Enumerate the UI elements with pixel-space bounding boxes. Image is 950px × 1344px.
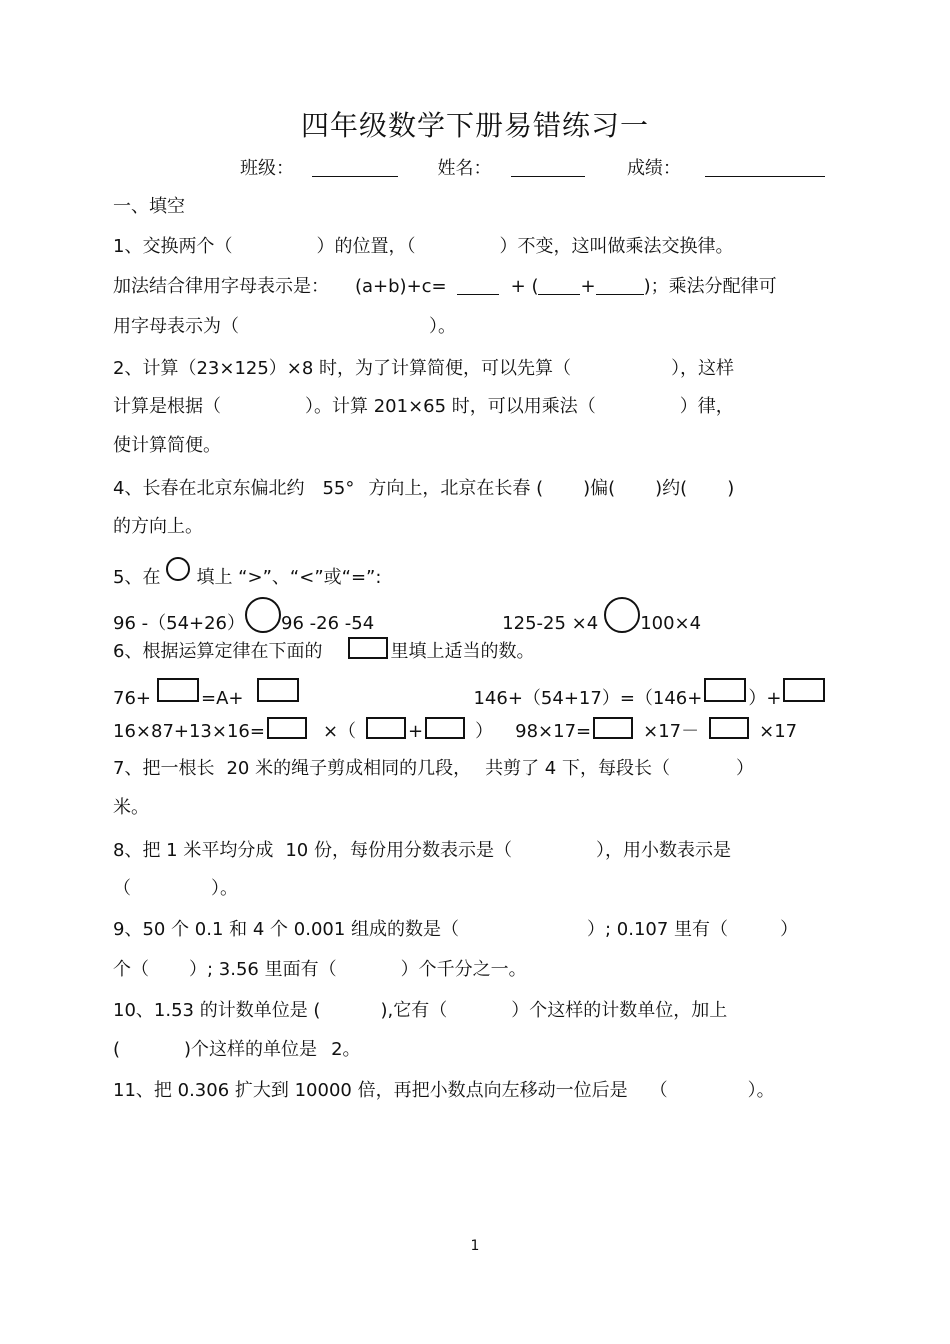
text: ）。 xyxy=(429,316,456,337)
question-4-line-2: 的方向上。 xyxy=(113,516,203,537)
question-7-line-2: 米。 xyxy=(113,797,149,818)
question-9-line-2 xyxy=(113,959,527,981)
name-blank[interactable] xyxy=(511,158,585,177)
answer-box[interactable] xyxy=(157,678,199,702)
expression: + xyxy=(408,721,424,742)
question-1-line-3 xyxy=(113,316,456,338)
score-label: 成绩： xyxy=(626,158,681,179)
student-info-line xyxy=(240,154,825,180)
section-heading: 一、填空 xyxy=(113,196,185,217)
question-2-line-2 xyxy=(113,396,734,418)
expression: 98×17= xyxy=(515,721,592,742)
question-6-line-3 xyxy=(113,717,797,743)
text: 7、把一根长 xyxy=(113,758,215,779)
text: ）。 xyxy=(211,878,238,899)
compare-circle[interactable] xyxy=(604,597,640,633)
text: ）。 xyxy=(747,1080,775,1101)
answer-blank[interactable] xyxy=(457,276,499,295)
expression: ×17 xyxy=(759,721,798,742)
question-6-line-2 xyxy=(113,678,827,710)
text: ），这样 xyxy=(671,358,735,379)
text: 4、长春在北京东偏北约 xyxy=(113,478,305,499)
question-6-line-1 xyxy=(113,637,534,663)
expression: 100×4 xyxy=(640,613,702,634)
text: + xyxy=(580,276,596,297)
text: 2、计算（23×125）×8 时，为了计算简便，可以先算（ xyxy=(113,358,572,379)
page-number: 1 xyxy=(470,1238,480,1254)
text: 11、把 0.306 扩大到 10000 倍，再把小数点向左移动一位后是 xyxy=(113,1080,628,1101)
compare-circle[interactable] xyxy=(245,597,281,633)
question-4-line-1 xyxy=(113,478,734,500)
expression: 16×87+13×16= xyxy=(113,721,265,742)
formula: (a+b)+c= xyxy=(355,276,447,297)
text: 里填上适当的数。 xyxy=(390,641,535,662)
question-1-line-2 xyxy=(113,276,777,298)
question-2-line-3: 使计算简便。 xyxy=(113,435,221,456)
question-8-line-1 xyxy=(113,840,731,862)
text: ) xyxy=(727,478,735,499)
answer-box[interactable] xyxy=(593,717,633,739)
question-10-line-1 xyxy=(113,1000,727,1022)
text: ),它有（ xyxy=(380,1000,448,1021)
question-1-line-1 xyxy=(113,236,733,258)
text: )个这样的单位是 xyxy=(184,1039,318,1060)
text: 方向上，北京在长春 ( xyxy=(368,478,544,499)
class-blank[interactable] xyxy=(312,158,398,177)
text: 9、50 个 0.1 和 4 个 0.001 组成的数是（ xyxy=(113,919,460,940)
box-icon xyxy=(348,637,388,659)
circle-icon xyxy=(166,557,190,581)
text: 10、1.53 的计数单位是 ( xyxy=(113,1000,321,1021)
expression: ×17－ xyxy=(643,721,700,742)
text: 5、在 xyxy=(113,567,161,588)
name-label: 姓名： xyxy=(437,158,492,179)
text: 10 份，每份用分数表示是（ xyxy=(285,840,512,861)
expression: ×（ xyxy=(322,721,357,742)
expression: =A+ xyxy=(201,688,244,709)
text: )偏( xyxy=(583,478,616,499)
text: 6、根据运算定律在下面的 xyxy=(113,641,323,662)
text: 计算是根据（ xyxy=(113,396,221,417)
text: ）。计算 201×65 时，可以用乘法（ xyxy=(305,396,596,417)
expression: 96 -（54+26） xyxy=(113,613,246,634)
answer-blank[interactable] xyxy=(596,276,644,295)
text: + ( xyxy=(510,276,539,297)
answer-box[interactable] xyxy=(366,717,406,739)
score-blank[interactable] xyxy=(705,158,825,177)
answer-box[interactable] xyxy=(425,717,465,739)
text: ）的位置，（ xyxy=(316,236,416,257)
text: ） xyxy=(780,919,799,940)
text: 个（ xyxy=(113,959,149,980)
text: 2。 xyxy=(331,1039,361,1060)
question-8-line-2 xyxy=(113,878,238,900)
answer-box[interactable] xyxy=(709,717,749,739)
answer-box[interactable] xyxy=(267,717,307,739)
text: ） xyxy=(735,758,754,779)
expression: 96 -26 -54 xyxy=(281,613,375,634)
answer-blank[interactable] xyxy=(538,276,580,295)
question-5-line-1 xyxy=(113,557,381,589)
text: )；乘法分配律可 xyxy=(643,276,777,297)
text: ）个千分之一。 xyxy=(400,959,527,980)
answer-box[interactable] xyxy=(257,678,299,702)
text: 8、把 1 米平均分成 xyxy=(113,840,274,861)
text: 加法结合律用字母表示是： xyxy=(113,276,329,297)
class-label: 班级： xyxy=(240,158,294,179)
question-7-line-1 xyxy=(113,758,754,780)
question-11-line-1 xyxy=(113,1080,775,1102)
question-10-line-2 xyxy=(113,1039,361,1061)
expression: 76+ xyxy=(113,688,151,709)
expression: 146+（54+17）=（146+ xyxy=(473,688,703,709)
text: 1、交换两个（ xyxy=(113,236,233,257)
text: 55° xyxy=(322,478,355,499)
text: 填上 “>”、“<”或“=”: xyxy=(196,567,382,588)
text: 20 米的绳子剪成相同的几段， xyxy=(226,758,472,779)
text: 共剪了 4 下，每段长（ xyxy=(485,758,670,779)
text: ）律， xyxy=(679,396,734,417)
text: ），用小数表示是 xyxy=(595,840,731,861)
text: （ xyxy=(113,878,131,899)
text: （ xyxy=(649,1080,668,1101)
text: )约( xyxy=(655,478,688,499)
question-9-line-1 xyxy=(113,919,798,941)
text: ）不变，这叫做乘法交换律。 xyxy=(499,236,734,257)
text: ）; 3.56 里面有（ xyxy=(189,959,337,980)
question-2-line-1 xyxy=(113,358,734,380)
text: ）个这样的计数单位，加上 xyxy=(511,1000,728,1021)
text: ）; 0.107 里有（ xyxy=(587,919,729,940)
expression: ）+ xyxy=(748,688,782,709)
text: 用字母表示为（ xyxy=(113,316,239,337)
answer-box[interactable] xyxy=(783,678,825,702)
answer-box[interactable] xyxy=(704,678,746,702)
text: ( xyxy=(113,1039,121,1060)
expression: ） xyxy=(475,721,494,742)
page-title: 四年级数学下册易错练习一 xyxy=(300,109,649,142)
question-5-line-2 xyxy=(113,597,701,635)
expression: 125-25 ×4 xyxy=(502,613,599,634)
